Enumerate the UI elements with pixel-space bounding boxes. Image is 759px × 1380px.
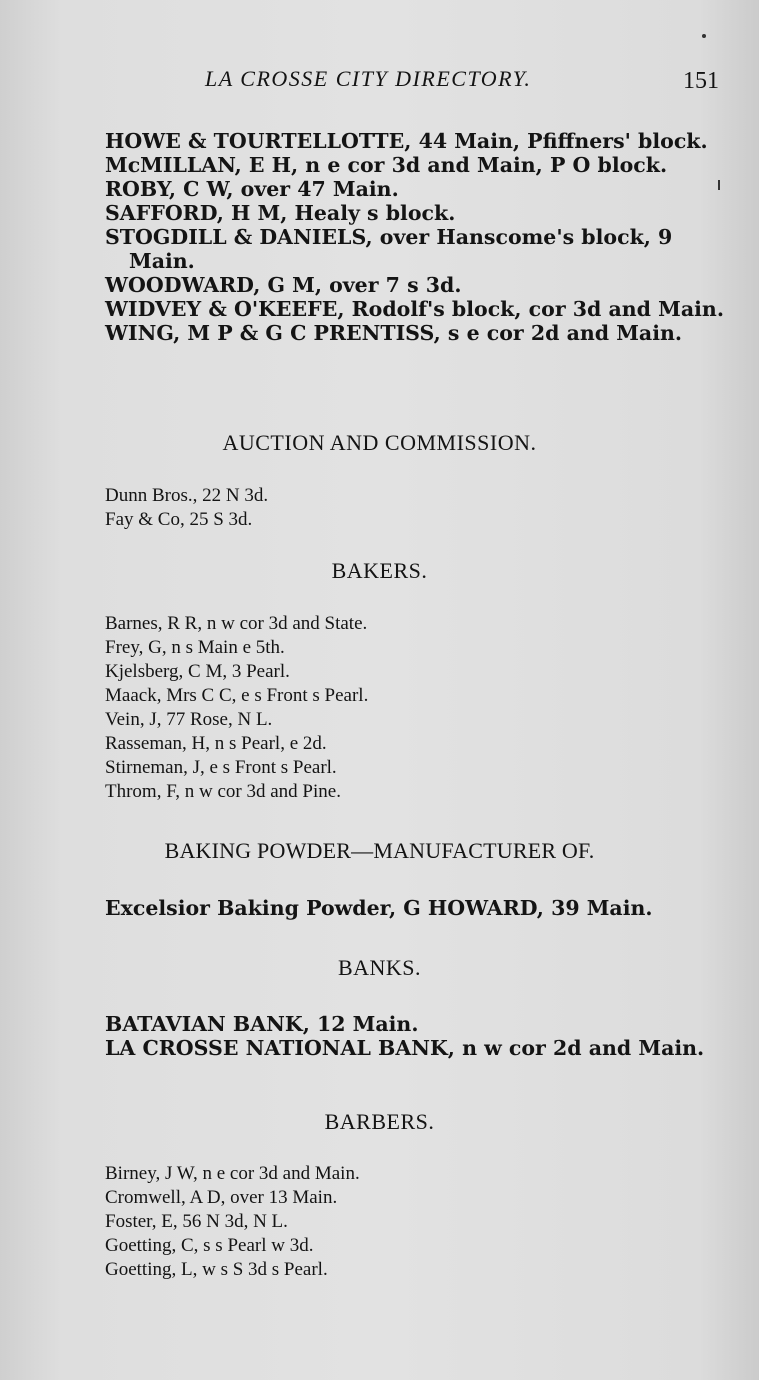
page-header xyxy=(0,66,759,96)
list-item: Fay & Co, 25 S 3d. xyxy=(105,509,253,530)
bakers-list xyxy=(105,612,725,804)
list-item: Kjelsberg, C M, 3 Pearl. xyxy=(105,661,290,682)
baking-powder-list xyxy=(105,896,725,920)
list-item: McMILLAN, E H, n e cor 3d and Main, P O block. xyxy=(105,153,668,177)
list-item: Frey, G, n s Main e 5th. xyxy=(105,637,285,658)
list-item: STOGDILL & DANIELS, over Hanscome's block, 9 Main. xyxy=(105,225,673,273)
section-heading-baking-powder: BAKING POWDER—MANUFACTURER OF. xyxy=(164,838,595,863)
list-item: Barnes, R R, n w cor 3d and State. xyxy=(105,613,368,634)
list-item: WOODWARD, G M, over 7 s 3d. xyxy=(105,273,462,297)
list-item: Vein, J, 77 Rose, N L. xyxy=(105,709,273,730)
page-number: 151 xyxy=(683,68,719,94)
list-item: Birney, J W, n e cor 3d and Main. xyxy=(105,1163,360,1184)
section-heading-banks: BANKS. xyxy=(337,955,422,980)
list-item: Goetting, L, w s S 3d s Pearl. xyxy=(105,1259,328,1280)
list-item: SAFFORD, H M, Healy s block. xyxy=(105,201,456,225)
running-title: LA CROSSE CITY DIRECTORY. xyxy=(205,66,532,91)
list-item: Excelsior Baking Powder, G HOWARD, 39 Main. xyxy=(105,896,653,920)
list-item: Throm, F, n w cor 3d and Pine. xyxy=(105,781,341,802)
section-heading-auction: AUCTION AND COMMISSION. xyxy=(222,430,537,455)
section-heading-bakers: BAKERS. xyxy=(331,558,428,583)
list-item: ROBY, C W, over 47 Main. xyxy=(105,177,399,201)
list-item: HOWE & TOURTELLOTTE, 44 Main, Pfiffners' block. xyxy=(105,129,708,153)
banks-list xyxy=(105,1012,725,1060)
list-item: Stirneman, J, e s Front s Pearl. xyxy=(105,757,337,778)
speck-mark xyxy=(702,34,706,38)
auction-list xyxy=(105,484,725,532)
section-heading-barbers: BARBERS. xyxy=(324,1109,435,1134)
list-item: Rasseman, H, n s Pearl, e 2d. xyxy=(105,733,327,754)
list-item: BATAVIAN BANK, 12 Main. xyxy=(105,1012,419,1036)
list-item: Maack, Mrs C C, e s Front s Pearl. xyxy=(105,685,369,706)
list-item: Foster, E, 56 N 3d, N L. xyxy=(105,1211,288,1232)
barbers-list xyxy=(105,1162,725,1282)
list-item: WIDVEY & O'KEEFE, Rodolf's block, cor 3d and Main. xyxy=(105,297,724,321)
list-item: Dunn Bros., 22 N 3d. xyxy=(105,485,269,506)
list-item: Cromwell, A D, over 13 Main. xyxy=(105,1187,338,1208)
list-item: WING, M P & G C PRENTISS, s e cor 2d and Main. xyxy=(105,321,683,345)
list-item: Goetting, C, s s Pearl w 3d. xyxy=(105,1235,314,1256)
attorneys-list xyxy=(105,129,725,345)
list-item: LA CROSSE NATIONAL BANK, n w cor 2d and Main. xyxy=(105,1036,705,1060)
